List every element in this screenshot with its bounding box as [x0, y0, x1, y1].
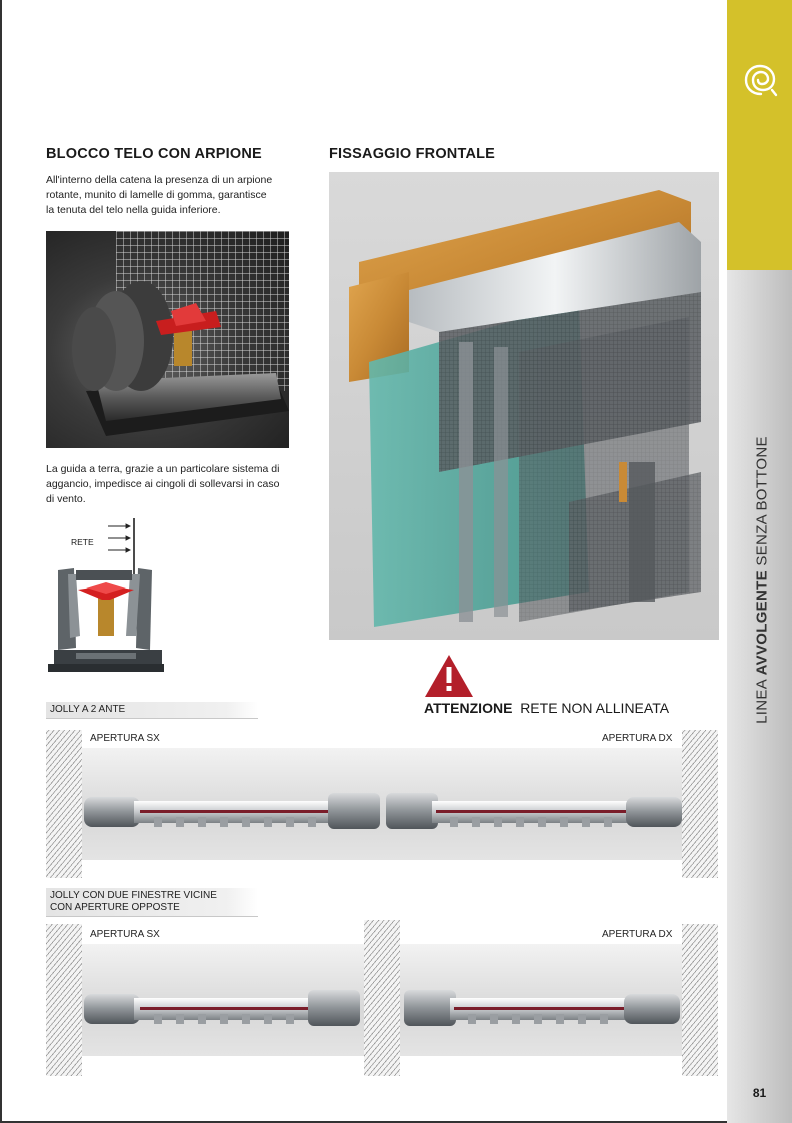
rete-label: RETE	[71, 537, 94, 547]
fissaggio-frontale-render	[329, 172, 719, 640]
config-1-title: JOLLY A 2 ANTE	[46, 702, 258, 718]
config-2-underline	[46, 916, 258, 917]
config-1-underline	[46, 718, 258, 719]
config-2-apertura-dx: APERTURA DX	[602, 929, 673, 940]
sidebar-accent-band	[727, 0, 792, 270]
attention-notice	[424, 654, 724, 720]
paragraph-guida-terra: La guida a terra, grazie a un particolare sistema di aggancio, impedisce ai cingoli di sollevarsi in caso di vento.	[46, 463, 280, 505]
wall-right-hatch-2	[682, 924, 718, 1076]
wall-left-hatch-2	[46, 924, 82, 1076]
wall-left-hatch-1	[46, 730, 82, 878]
wall-right-hatch-1	[682, 730, 718, 878]
guida-cross-section-diagram	[46, 518, 166, 678]
config-2-title: JOLLY CON DUE FINESTRE VICINE CON APERTURE OPPOSTE	[46, 888, 258, 916]
sidebar-product-line-label: LINEA AVVOLGENTE SENZA BOTTONE	[753, 436, 771, 724]
section-title-blocco-telo: BLOCCO TELO CON ARPIONE	[46, 146, 262, 162]
config-1-apertura-sx: APERTURA SX	[90, 733, 160, 744]
spiral-logo-icon	[741, 60, 781, 100]
attention-text: ATTENZIONE RETE NON ALLINEATA	[424, 700, 670, 716]
config-1-track-diagram	[84, 789, 682, 833]
config-2-track-left	[84, 986, 362, 1030]
config-1-apertura-dx: APERTURA DX	[602, 733, 673, 744]
wall-center-hatch-2	[364, 920, 400, 1076]
page-number: 81	[752, 1086, 767, 1100]
config-2-track-right	[402, 986, 680, 1030]
config-2-apertura-sx: APERTURA SX	[90, 929, 160, 940]
warning-triangle-icon	[424, 654, 474, 698]
section-title-fissaggio: FISSAGGIO FRONTALE	[329, 146, 496, 162]
paragraph-blocco-telo: All'interno della catena la presenza di un arpione rotante, munito di lamelle di gomma, garantisce la tenuta del telo nella guida inferiore.	[46, 174, 273, 216]
arpione-photo	[46, 231, 289, 448]
